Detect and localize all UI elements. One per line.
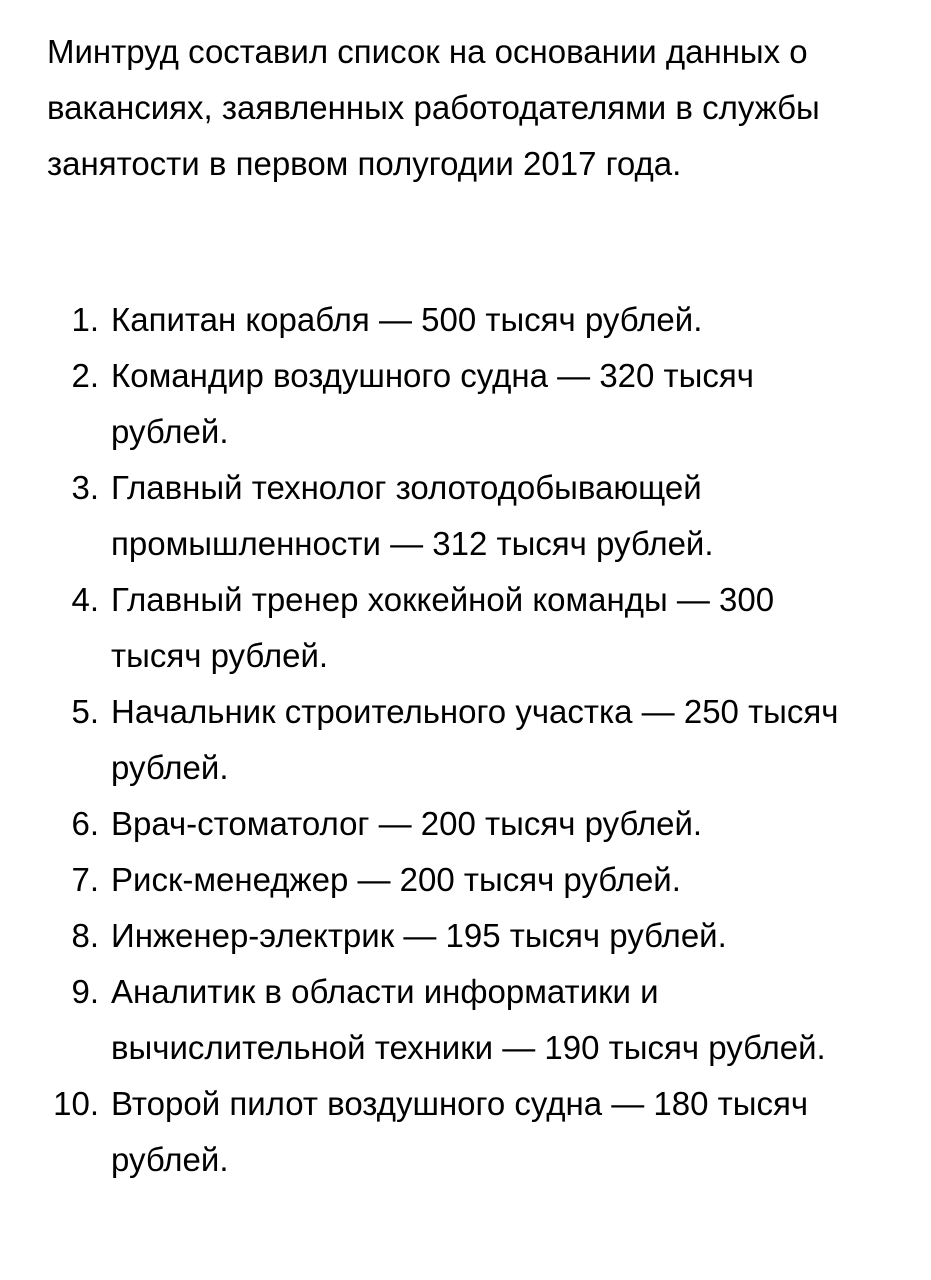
list-item-text: Инженер-электрик — 195 тысяч рублей. — [111, 917, 727, 954]
list-item-number: 7. — [71, 861, 99, 898]
list-item — [47, 964, 897, 1076]
list-item-text: Главный технолог золотодобывающей промышленности — 312 тысяч рублей. — [111, 469, 714, 562]
list-item — [47, 796, 897, 852]
list-item — [47, 292, 897, 348]
list-item-number: 8. — [71, 917, 99, 954]
list-item-text: Главный тренер хоккейной команды — 300 тысяч рублей. — [111, 581, 775, 674]
list-item — [47, 684, 897, 796]
list-item-number: 4. — [71, 581, 99, 618]
list-item-number: 10. — [53, 1085, 99, 1122]
list-item-text: Риск-менеджер — 200 тысяч рублей. — [111, 861, 681, 898]
list-item-number: 2. — [71, 357, 99, 394]
list-item-number: 9. — [71, 973, 99, 1010]
list-item-text: Врач-стоматолог — 200 тысяч рублей. — [111, 805, 703, 842]
list-item-text: Второй пилот воздушного судна — 180 тысяч рублей. — [111, 1085, 809, 1178]
list-item-text: Командир воздушного судна — 320 тысяч рублей. — [111, 357, 754, 450]
list-item — [47, 1076, 897, 1188]
list-item — [47, 908, 897, 964]
list-item — [47, 572, 897, 684]
article — [47, 24, 897, 1178]
salary-list — [47, 292, 897, 1188]
list-item-number: 6. — [71, 805, 99, 842]
list-item — [47, 460, 897, 572]
list-item-number: 1. — [71, 301, 99, 338]
list-item-text: Капитан корабля — 500 тысяч рублей. — [111, 301, 703, 338]
intro-paragraph: Минтруд составил список на основании данных о вакансиях, заявленных работодателями в службы занятости в первом полугодии 2017 года. — [47, 33, 820, 182]
list-item-text: Аналитик в области информатики и вычислительной техники — 190 тысяч рублей. — [111, 973, 826, 1066]
list-item-number: 5. — [71, 693, 99, 730]
list-item — [47, 852, 897, 908]
list-item — [47, 348, 897, 460]
list-item-number: 3. — [71, 469, 99, 506]
list-item-text: Начальник строительного участка — 250 тысяч рублей. — [111, 693, 839, 786]
